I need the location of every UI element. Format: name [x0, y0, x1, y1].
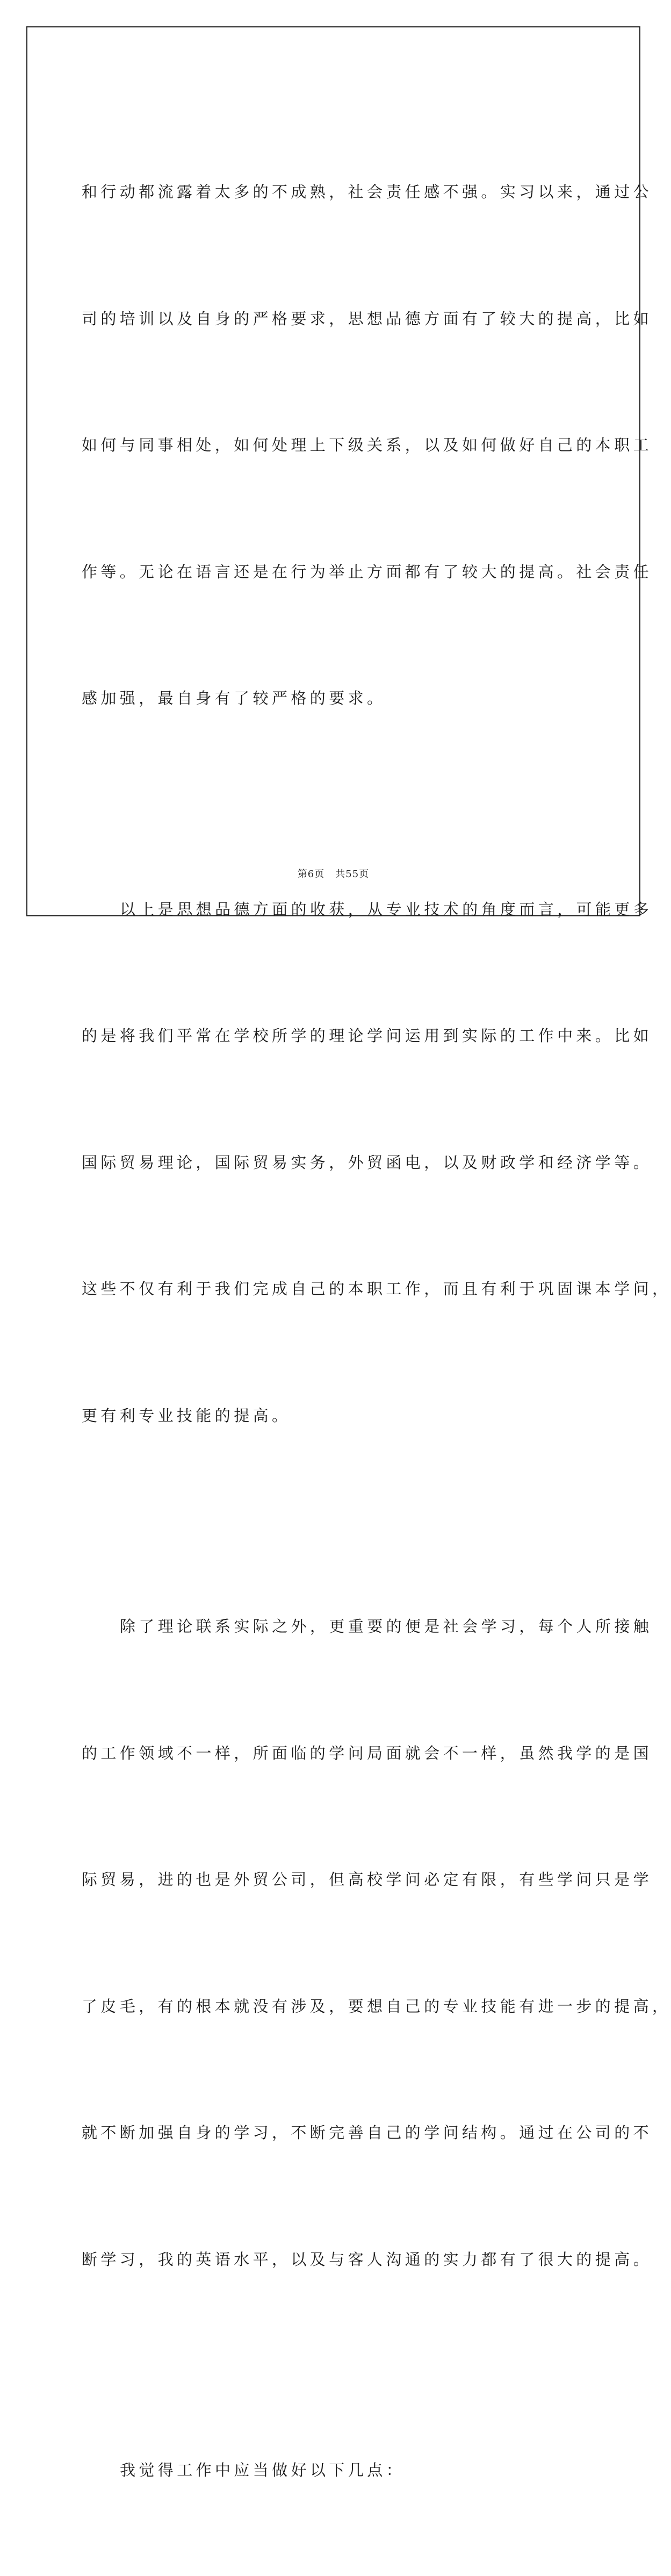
text-line: 更有利专业技能的提高。	[82, 1406, 291, 1425]
text-line: 我觉得工作中应当做好以下几点：	[120, 2461, 406, 2479]
page-footer	[0, 866, 667, 880]
text-line: 断学习，我的英语水平，以及与客人沟通的实力都有了很大的提高。	[82, 2250, 653, 2269]
text-line: 司的培训以及自身的严格要求，思想品德方面有了较大的提高，比如	[82, 309, 653, 328]
text-line: 如何与同事相处，如何处理上下级关系，以及如何做好自己的本职工	[82, 436, 653, 454]
text-line: 了皮毛，有的根本就没有涉及，要想自己的专业技能有进一步的提高，	[82, 1997, 671, 2015]
text-line: 以上是思想品德方面的收获，从专业技术的角度而言，可能更多	[120, 900, 653, 919]
page-number: 第6页	[297, 869, 325, 880]
page-total: 共55页	[335, 869, 370, 880]
paragraph	[82, 87, 653, 804]
text-line: 除了理论联系实际之外，更重要的便是社会学习，每个人所接触	[120, 1617, 653, 1635]
text-line: 这些不仅有利于我们完成自己的本职工作，而且有利于巩固课本学问，	[82, 1280, 671, 1298]
text-line: 作等。无论在语言还是在行为举止方面都有了较大的提高。社会责任	[82, 562, 653, 581]
paragraph	[82, 1521, 671, 2365]
text-line: 的是将我们平常在学校所学的理论学问运用到实际的工作中来。比如	[82, 1027, 653, 1045]
text-line: 国际贸易理论，国际贸易实务，外贸函电，以及财政学和经济学等。	[82, 1153, 653, 1172]
document-body	[82, 87, 671, 2576]
text-line: 际贸易，进的也是外贸公司，但高校学问必定有限，有些学问只是学	[82, 1870, 653, 1889]
text-line: 就不断加强自身的学习，不断完善自己的学问结构。通过在公司的不	[82, 2123, 653, 2142]
text-line: 的工作领域不一样，所面临的学问局面就会不一样，虽然我学的是国	[82, 1743, 653, 1762]
paragraph	[82, 804, 671, 1522]
text-line: 感加强，最自身有了较严格的要求。	[82, 689, 386, 707]
text-line: 和行动都流露着太多的不成熟，社会责任感不强。实习以来，通过公	[82, 183, 653, 201]
paragraph	[82, 2365, 587, 2576]
